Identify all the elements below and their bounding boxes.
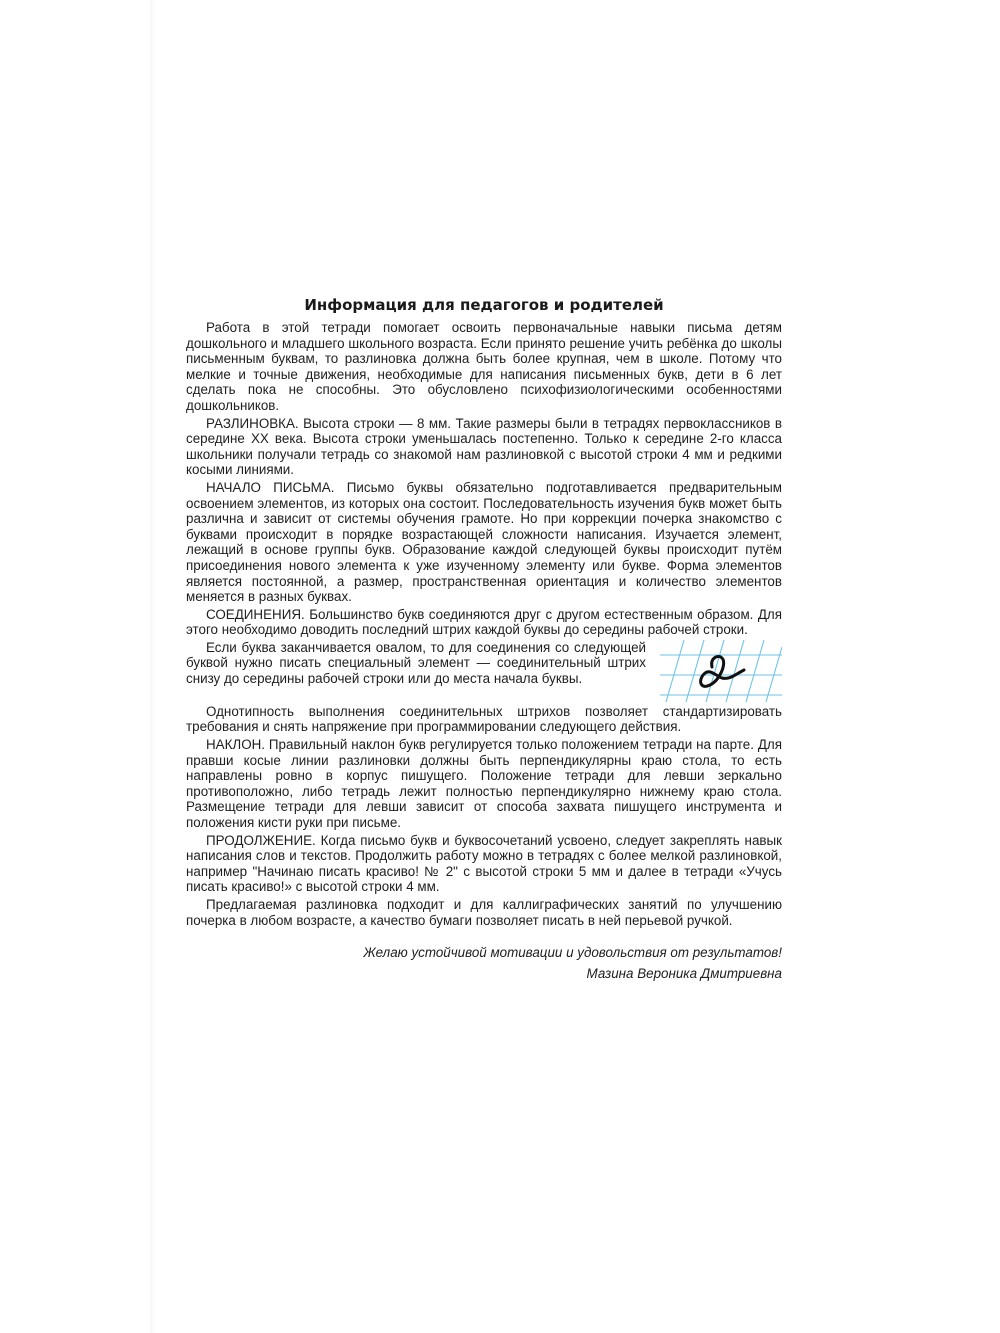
author-name: Мазина Вероника Дмитриевна	[586, 966, 782, 982]
document-body	[186, 296, 782, 984]
paragraph-ruling: РАЗЛИНОВКА. Высота строки — 8 мм. Такие размеры были в тетрадях первоклассников в середине XX века. Высота строки уменьшалась постепенно. Только к середине 2-го класса школьники получали тетрадь со знакомой нам разлиновкой с высотой строки 4 мм и редкими косыми линиями.	[186, 415, 782, 478]
closing-block	[186, 942, 782, 984]
page-edge-shadow	[150, 0, 156, 1333]
paragraph-uniformity: Однотипность выполнения соединительных штрихов позволяет стандартизировать требования и снять напряжение при программировании следующего действия.	[186, 703, 782, 735]
paragraph-start-writing: НАЧАЛО ПИСЬМА. Письмо буквы обязательно подготавливается предварительным освоением элементов, из которых она состоит. Последовательность изучения букв может быть различна и зависит от системы обучения грамоте. Но при коррекции почерка знакомство с буквами происходит в порядке возрастающей сложности написания. Изучается элемент, лежащий в основе группы букв. Образование каждой следующей буквы происходит путём присоединения нового элемента к уже изученному элементу или букве. Форма элементов является постоянной, а размер, пространственная ориентация и количество элементов меняется в разных буквах.	[186, 479, 782, 605]
paragraph-continuation: ПРОДОЛЖЕНИЕ. Когда письмо букв и буквосочетаний усвоено, следует закреплять навык написания слов и текстов. Продолжить работу можно в тетрадях с более мелкой разлиновкой, например "Начинаю писать красиво! № 2" с высотой строки 5 мм и далее в тетради «Учусь писать красиво!» с высотой строки 4 мм.	[186, 832, 782, 895]
paragraph-usage: Предлагаемая разлиновка подходит и для каллиграфических занятий по улучшению почерка в любом возрасте, а качество бумаги позволяет писать в ней перьевой ручкой.	[186, 897, 782, 928]
closing-wish: Желаю устойчивой мотивации и удовольствия от результатов!	[363, 945, 782, 961]
paragraph-oval-ending: Если буква заканчивается овалом, то для соединения со следующей буквой нужно писать специальный элемент — соединительный штрих снизу до середины рабочей строки или до места начала буквы.	[186, 639, 646, 687]
oval-letter-connection-icon	[660, 640, 782, 702]
oval-connection-block	[186, 640, 782, 702]
page-title: Информация для педагогов и родителей	[304, 296, 664, 314]
paragraph-connections: СОЕДИНЕНИЯ. Большинство букв соединяются друг с другом естественным образом. Для этого необходимо доводить последний штрих каждой буквы до середины рабочей строки.	[186, 606, 782, 638]
paragraph-slant: НАКЛОН. Правильный наклон букв регулируется только положением тетради на парте. Для правши косые линии разлиновки должны быть перпендикулярны краю стола, то есть направлены ровно в корпус пишущего. Положение тетради для левши зеркально противоположно, либо тетрадь лежит полностью перпендикулярно нижнему краю стола. Размещение тетради для левши зависит от способа захвата пишущего инструмента и положения кисти руки при письме.	[186, 737, 782, 831]
paragraph-intro: Работа в этой тетради помогает освоить первоначальные навыки письма детям дошкольного и младшего школьного возраста. Если принято решение учить ребёнка до школы письменным буквам, то разлиновка должна быть более крупная, чем в школе. Потому что мелкие и точные движения, необходимые для написания письменных букв, дети в 6 лет сделать пока не способны. Это обусловлено психофизиологическими особенностями дошкольников.	[186, 320, 782, 413]
